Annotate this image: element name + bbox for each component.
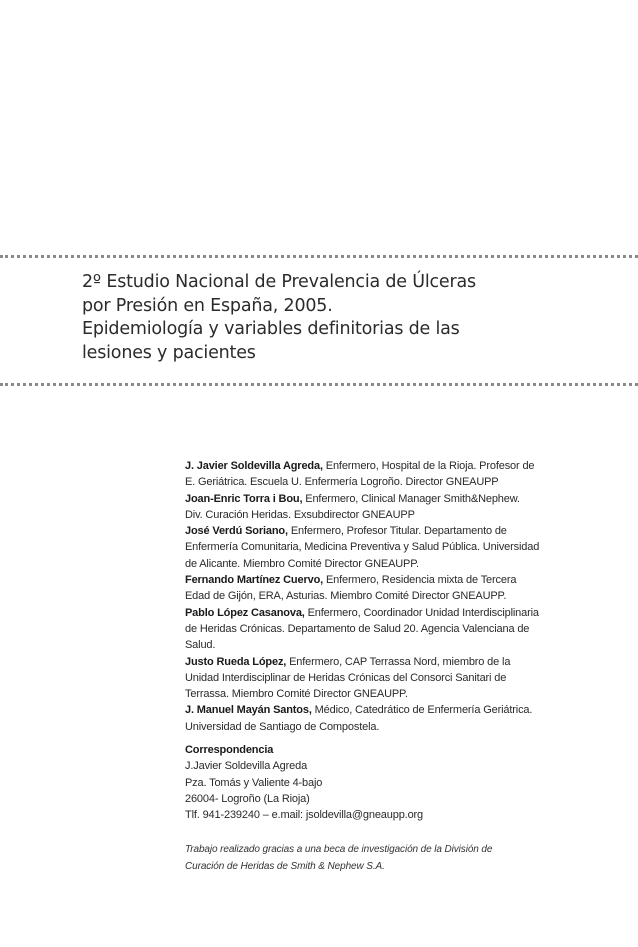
author-affiliation-line: Div. Curación Heridas. Exsubdirector GNEAUPP bbox=[185, 508, 415, 521]
author-entry bbox=[185, 702, 575, 718]
author-affiliation: Enfermero, Hospital de la Rioja. Profesor de bbox=[322, 460, 535, 472]
grant-line-1: Trabajo realizado gracias a una beca de investigación de la División de bbox=[185, 844, 493, 855]
author-affiliation-line: de Heridas Crónicas. Departamento de Salud 20. Agencia Valenciana de bbox=[185, 622, 530, 635]
correspondence-street: Pza. Tomás y Valiente 4-bajo bbox=[185, 776, 323, 789]
article-title bbox=[82, 271, 622, 365]
author-affiliation-line: Enfermería Comunitaria, Medicina Preventiva y Salud Pública. Universidad bbox=[185, 541, 540, 554]
author-affiliation: Enfermero, Clinical Manager Smith&Nephew. bbox=[302, 492, 520, 505]
correspondence-heading: Correspondencia bbox=[185, 744, 274, 756]
author-affiliation-line: Edad de Gijón, ERA, Asturias. Miembro Comité Director GNEAUPP. bbox=[185, 590, 507, 603]
author-affiliation-line: Terrassa. Miembro Comité Director GNEAUPP. bbox=[185, 688, 408, 701]
author-entry bbox=[185, 605, 575, 621]
author-affiliation-line: Universidad de Santiago de Compostela. bbox=[185, 720, 380, 733]
author-entry bbox=[185, 458, 575, 474]
author-name: J. Javier Soldevilla Agreda, bbox=[185, 460, 323, 472]
author-name: José Verdú Soriano, bbox=[185, 525, 288, 538]
top-dotted-divider bbox=[0, 255, 638, 258]
correspondence-city: 26004- Logroño (La Rioja) bbox=[185, 792, 310, 805]
author-affiliation: Enfermero, CAP Terrassa Nord, miembro de la bbox=[286, 655, 511, 668]
grant-acknowledgement bbox=[185, 842, 585, 875]
author-affiliation-line: Unidad Interdisciplinar de Heridas Crónicas del Consorci Sanitari de bbox=[185, 671, 507, 684]
author-affiliation: Enfermero, Profesor Titular. Departamento de bbox=[287, 525, 507, 538]
author-affiliation: Médico, Catedrático de Enfermería Geriátrica. bbox=[311, 704, 533, 717]
title-line-4: lesiones y pacientes bbox=[82, 342, 256, 363]
title-line-2: por Presión en España, 2005. bbox=[82, 295, 333, 316]
author-name: Joan-Enric Torra i Bou, bbox=[185, 492, 303, 505]
bottom-dotted-divider bbox=[0, 383, 638, 386]
author-entry bbox=[185, 572, 575, 588]
author-name: Fernando Martínez Cuervo, bbox=[185, 574, 324, 587]
correspondence-contact: Tlf. 941-239240 – e.mail: jsoldevilla@gneaupp.org bbox=[185, 809, 424, 822]
author-affiliation-line: de Alicante. Miembro Comité Director GNEAUPP. bbox=[185, 557, 419, 570]
correspondence-block bbox=[185, 742, 575, 823]
grant-line-2: Curación de Heridas de Smith & Nephew S.A. bbox=[185, 860, 385, 872]
author-name: J. Manuel Mayán Santos, bbox=[185, 704, 312, 717]
author-affiliation-line: E. Geriátrica. Escuela U. Enfermería Logroño. Director GNEAUPP bbox=[185, 476, 499, 489]
author-affiliation: Enfermero, Residencia mixta de Tercera bbox=[323, 574, 517, 587]
author-name: Pablo López Casanova, bbox=[185, 606, 305, 619]
author-affiliation-line: Salud. bbox=[185, 639, 216, 652]
correspondence-name: J.Javier Soldevilla Agreda bbox=[185, 760, 308, 773]
author-list bbox=[185, 458, 575, 735]
author-name: Justo Rueda López, bbox=[185, 655, 287, 668]
author-entry bbox=[185, 491, 575, 507]
author-affiliation: Enfermero, Coordinador Unidad Interdisciplinaria bbox=[304, 606, 539, 619]
title-line-3: Epidemiología y variables definitorias de las bbox=[82, 319, 460, 339]
author-entry bbox=[185, 523, 575, 539]
title-line-1: 2º Estudio Nacional de Prevalencia de Úlceras bbox=[82, 272, 476, 292]
author-entry bbox=[185, 654, 575, 670]
